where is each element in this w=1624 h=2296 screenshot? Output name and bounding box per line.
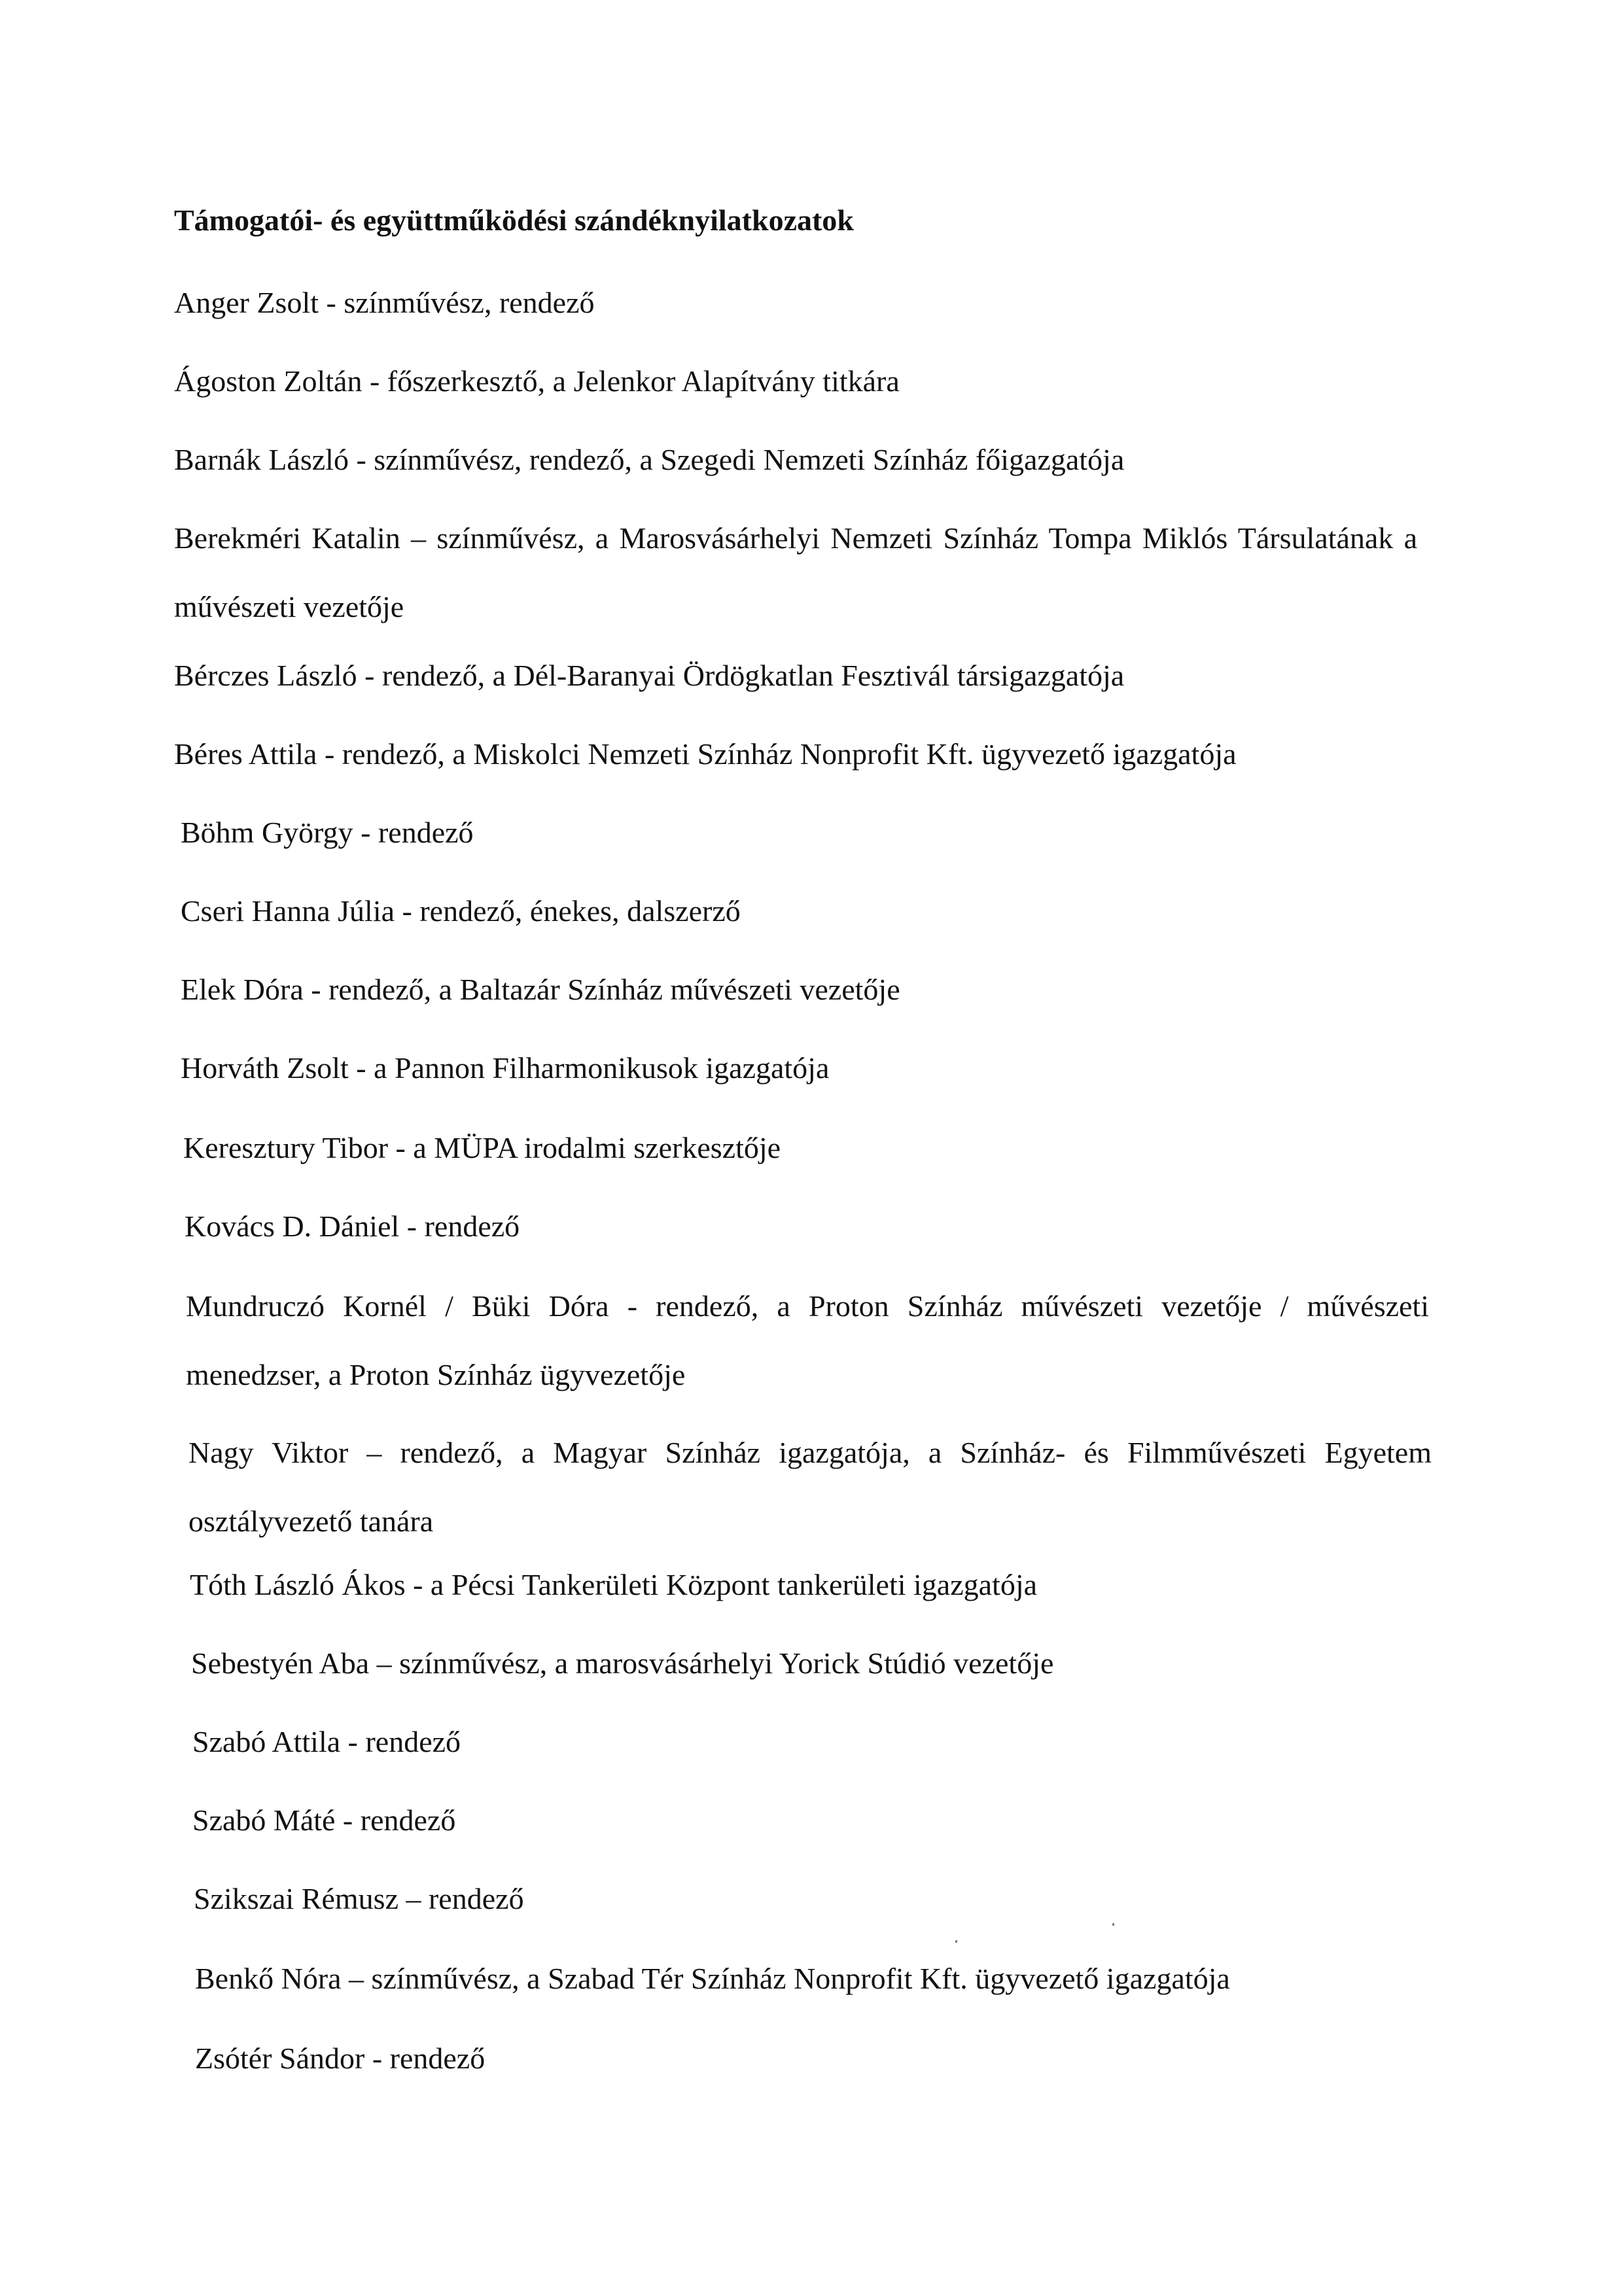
list-item: Elek Dóra - rendező, a Baltazár Színház művészeti vezetője — [181, 973, 900, 1006]
list-item: Berekméri Katalin – színművész, a Marosvásárhelyi Nemzeti Színház Tompa Miklós Társulatának a művészeti vezetője — [174, 521, 1417, 623]
list-item: Szabó Attila - rendező — [192, 1725, 461, 1758]
document-title: Támogatói- és együttműködési szándéknyilatkozatok — [174, 203, 854, 237]
list-item: Benkő Nóra – színművész, a Szabad Tér Színház Nonprofit Kft. ügyvezető igazgatója — [195, 1962, 1230, 1995]
list-item: Anger Zsolt - színművész, rendező — [174, 286, 595, 319]
scan-speck — [955, 1940, 957, 1943]
list-item: Sebestyén Aba – színművész, a marosvásárhelyi Yorick Stúdió vezetője — [191, 1646, 1054, 1680]
list-item: Zsótér Sándor - rendező — [195, 2042, 485, 2075]
list-item: Tóth László Ákos - a Pécsi Tankerületi Központ tankerületi igazgatója — [190, 1568, 1038, 1601]
list-item: Bérczes László - rendező, a Dél-Baranyai Ördögkatlan Fesztivál társigazgatója — [174, 659, 1125, 692]
list-item: Horváth Zsolt - a Pannon Filharmonikusok igazgatója — [181, 1051, 830, 1085]
list-item: Böhm György - rendező — [181, 816, 474, 849]
list-item: Cseri Hanna Júlia - rendező, énekes, dalszerző — [181, 894, 741, 928]
list-item: Nagy Viktor – rendező, a Magyar Színház igazgatója, a Színház- és Filmművészeti Egyetem osztályvezető tanára — [188, 1436, 1432, 1538]
list-item: Szabó Máté - rendező — [192, 1803, 456, 1837]
list-item: Kovács D. Dániel - rendező — [185, 1209, 520, 1243]
list-item: Ágoston Zoltán - főszerkesztő, a Jelenkor Alapítvány titkára — [174, 364, 900, 398]
list-item: Mundruczó Kornél / Büki Dóra - rendező, a Proton Színház művészeti vezetője / művészeti menedzser, a Proton Színház ügyvezetője — [186, 1289, 1429, 1391]
scan-speck — [1112, 1923, 1114, 1926]
list-item: Keresztury Tibor - a MÜPA irodalmi szerkesztője — [183, 1131, 781, 1164]
list-item: Béres Attila - rendező, a Miskolci Nemzeti Színház Nonprofit Kft. ügyvezető igazgatója — [174, 737, 1237, 771]
list-item: Barnák László - színművész, rendező, a Szegedi Nemzeti Színház főigazgatója — [174, 443, 1125, 476]
list-item: Szikszai Rémusz – rendező — [194, 1882, 524, 1915]
